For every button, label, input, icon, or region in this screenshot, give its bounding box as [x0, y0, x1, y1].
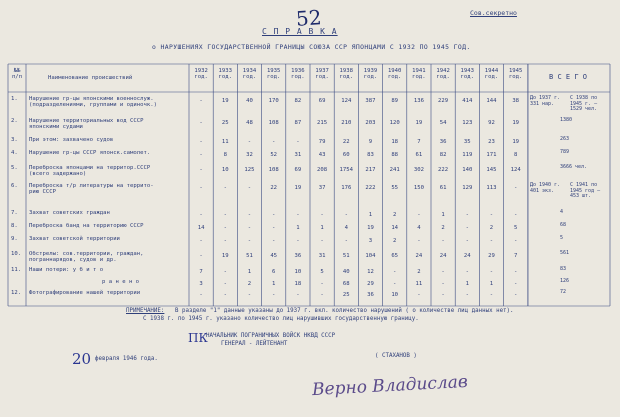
table-cell: 23: [488, 139, 495, 145]
header-name: Наименование происшествий: [48, 75, 133, 81]
table-cell: -: [199, 238, 203, 244]
table-cell: 45: [270, 253, 278, 259]
table-cell: -: [223, 238, 227, 244]
table-cell: 10: [391, 292, 399, 298]
table-cell: 2: [393, 238, 397, 244]
document-subtitle: о НАРУШЕНИЯХ ГОСУДАРСТВЕННОЙ ГРАНИЦЫ СОЮЗА ССР ЯПОНЦАМИ С 1932 ПО 1945 ГОД.: [152, 43, 471, 51]
header-total: В С Е Г О: [549, 73, 587, 81]
table-cell: -: [393, 269, 397, 275]
table-cell: 14: [197, 225, 205, 231]
table-cell: -: [223, 185, 227, 191]
year-header-13: 1945 год.: [508, 68, 523, 80]
table-cell: -: [320, 212, 324, 218]
row-label: (подразделениями, группами и одиночк.): [29, 102, 157, 108]
table-cell: 124: [341, 98, 352, 104]
row-number: 12.: [11, 290, 22, 296]
table-cell: 1: [247, 269, 252, 275]
year-header-11: 1943 год.: [460, 68, 475, 80]
row-number: 3.: [11, 137, 18, 143]
row-label: Захват советской территории: [29, 236, 120, 242]
table-cell: -: [514, 238, 518, 244]
table-cell: -: [465, 238, 469, 244]
date-text: февраля 1946 года.: [95, 356, 158, 362]
row-label: Переброска японцами на территор.СССР: [29, 165, 151, 171]
table-cell: -: [489, 238, 494, 244]
table-cell: 19: [294, 185, 302, 191]
table-cell: 22: [342, 139, 350, 145]
table-cell: -: [514, 185, 518, 191]
table-cell: 19: [415, 120, 423, 126]
row-label: При этом: захвачено судов: [29, 137, 114, 143]
table-cell: -: [393, 281, 397, 287]
table-cell: 36: [367, 292, 374, 298]
row-label: Наши потери: у б и т о: [29, 267, 104, 273]
table-cell: 108: [268, 120, 279, 126]
table-cell: 1: [320, 225, 324, 231]
table-cell: 52: [270, 152, 278, 158]
table-cell: -: [296, 292, 300, 298]
table-cell: -: [441, 238, 445, 244]
table-cell: -: [489, 292, 494, 298]
handwritten-page-number: 52: [295, 5, 323, 31]
table-cell: 3: [199, 281, 203, 287]
year-header-9: 1941 год.: [412, 68, 426, 80]
table-cell: 119: [462, 152, 473, 158]
document-title: С П Р А В К А: [262, 27, 338, 36]
table-cell: 2: [489, 225, 494, 231]
table-cell: 87: [294, 120, 302, 126]
table-cell: 11: [221, 139, 229, 145]
row-number: 11.: [11, 267, 22, 273]
table-cell: 2: [393, 212, 397, 218]
signatory-name: ( СТАХАНОВ ): [375, 353, 417, 359]
row-label: японскими судами: [29, 124, 83, 130]
table-cell: 414: [462, 98, 473, 104]
table-cell: 123: [462, 120, 473, 126]
table-cell: 2: [247, 281, 252, 287]
year-header-1: 1933 год.: [218, 68, 233, 80]
table-cell: 25: [221, 120, 229, 126]
table-cell: 6: [272, 269, 276, 275]
table-cell: 3: [368, 238, 373, 244]
total-cell: 126: [560, 278, 570, 284]
table-cell: 43: [318, 152, 326, 158]
table-cell: -: [199, 98, 203, 104]
total-cell: С 1938 по 1945 г. — 1529 чел.: [570, 95, 598, 112]
table-cell: 40: [342, 269, 350, 275]
table-cell: -: [344, 212, 348, 218]
table-cell: 37: [318, 185, 326, 191]
table-cell: 29: [488, 253, 495, 259]
table-cell: 144: [486, 98, 497, 104]
table-cell: -: [223, 225, 227, 231]
table-cell: 1: [441, 212, 445, 218]
table-cell: 10: [294, 269, 302, 275]
header-number: №№ п/п: [11, 68, 23, 80]
table-cell: 136: [413, 98, 424, 104]
table-cell: -: [247, 292, 252, 298]
row-label: Нарушение гр-цы японскими военнослуж.: [29, 96, 154, 102]
table-cell: 176: [341, 185, 352, 191]
table-cell: 19: [512, 139, 520, 145]
row-label: пограннарядов, судов и др.: [29, 257, 117, 263]
table-cell: 241: [389, 167, 400, 173]
table-cell: -: [320, 292, 324, 298]
table-cell: -: [247, 185, 252, 191]
table-cell: 40: [246, 98, 253, 104]
table-cell: 145: [486, 167, 497, 173]
table-cell: 12: [367, 269, 374, 275]
table-cell: 29: [367, 281, 374, 287]
table-cell: 61: [439, 185, 447, 191]
row-label: р а н е н о: [102, 279, 140, 285]
table-cell: -: [441, 281, 445, 287]
row-number: 10.: [11, 251, 22, 257]
table-cell: 104: [365, 253, 376, 259]
total-cell: 5: [560, 235, 564, 241]
row-number: 6.: [11, 183, 18, 189]
total-cell: 263: [560, 136, 570, 142]
table-cell: 208: [317, 167, 328, 173]
table-cell: 171: [486, 152, 497, 158]
table-cell: 302: [413, 167, 424, 173]
table-cell: -: [489, 269, 494, 275]
handwritten-signature: Верно Владислав: [311, 371, 469, 401]
table-cell: 210: [341, 120, 352, 126]
year-header-5: 1937 год.: [315, 68, 329, 80]
table-cell: 51: [246, 253, 253, 259]
table-cell: 18: [294, 281, 302, 287]
table-cell: -: [223, 281, 227, 287]
year-header-8: 1940 год.: [387, 68, 402, 80]
table-cell: 11: [415, 281, 423, 287]
year-header-7: 1939 год.: [363, 68, 378, 80]
table-cell: 22: [270, 185, 278, 191]
row-number: 2.: [11, 118, 18, 124]
table-cell: 24: [463, 253, 471, 259]
table-cell: 89: [391, 98, 399, 104]
table-cell: 31: [318, 253, 326, 259]
row-number: 7.: [11, 210, 18, 216]
table-cell: 5: [320, 269, 324, 275]
table-cell: -: [514, 212, 518, 218]
table-cell: -: [223, 269, 227, 275]
table-cell: -: [223, 212, 227, 218]
table-cell: -: [199, 185, 203, 191]
total-cell: 68: [560, 222, 567, 228]
table-cell: -: [441, 292, 445, 298]
table-cell: -: [272, 292, 276, 298]
table-cell: -: [296, 212, 300, 218]
table-cell: -: [199, 292, 203, 298]
table-cell: -: [247, 238, 252, 244]
table-cell: 1: [465, 281, 469, 287]
table-cell: 1: [272, 281, 276, 287]
table-cell: 88: [391, 152, 399, 158]
note-line-1: В разделе "1" данные указаны до 1937 г. вкл. количество нарушений ( о количестве лиц данных нет).: [175, 308, 514, 314]
signatory-title-2: ГЕНЕРАЛ - ЛЕЙТЕНАНТ: [221, 341, 288, 347]
table-cell: 124: [510, 167, 521, 173]
row-label: Фотографирование нашей территории: [29, 290, 141, 296]
table-cell: -: [465, 212, 469, 218]
table-cell: 5: [514, 225, 518, 231]
table-cell: 170: [268, 98, 279, 104]
table-cell: 125: [244, 167, 255, 173]
table-cell: -: [272, 225, 276, 231]
row-number: 9.: [11, 236, 18, 242]
table-cell: 61: [415, 152, 423, 158]
row-label: Переброска т/р литературы на террито-: [29, 183, 154, 189]
table-cell: -: [199, 152, 203, 158]
table-cell: 19: [512, 120, 520, 126]
table-cell: 14: [391, 225, 399, 231]
table-cell: 18: [391, 139, 399, 145]
total-cell: 4: [560, 209, 564, 215]
table-cell: -: [223, 292, 227, 298]
table-cell: 1: [368, 212, 373, 218]
table-cell: 38: [512, 98, 520, 104]
table-cell: -: [247, 139, 252, 145]
table-cell: 35: [463, 139, 471, 145]
table-cell: 140: [462, 167, 473, 173]
table-cell: 4: [344, 225, 348, 231]
table-cell: 79: [318, 139, 326, 145]
handwritten-date-day: 20: [72, 350, 92, 368]
table-cell: 229: [438, 98, 449, 104]
table-cell: -: [417, 212, 421, 218]
table-cell: -: [344, 238, 348, 244]
table-cell: 31: [294, 152, 302, 158]
table-cell: -: [465, 225, 469, 231]
secrecy-stamp: Сов.секретно: [470, 9, 517, 17]
table-cell: 129: [462, 185, 473, 191]
year-header-4: 1936 год.: [291, 68, 305, 80]
table-cell: -: [320, 281, 324, 287]
table-cell: 7: [199, 269, 203, 275]
total-cell: 3666 чел.: [560, 164, 588, 170]
note-line-2: С 1938 г. по 1945 г. указано количество лиц нарушивших государственную границу.: [143, 316, 419, 322]
row-number: 1.: [11, 96, 18, 102]
row-label: рию СССР: [29, 189, 56, 195]
total-cell: 72: [560, 289, 567, 295]
table-cell: 7: [417, 139, 421, 145]
table-cell: 8: [514, 152, 518, 158]
table-cell: -: [514, 269, 518, 275]
table-cell: -: [441, 269, 445, 275]
table-cell: -: [272, 212, 276, 218]
table-cell: 8: [223, 152, 227, 158]
row-number: 5.: [11, 165, 18, 171]
table-cell: 69: [294, 167, 302, 173]
total-cell: 789: [560, 149, 570, 155]
year-header-10: 1942 год.: [436, 68, 450, 80]
table-cell: 69: [318, 98, 326, 104]
total-cell: С 1941 по 1945 год — 453 шт.: [570, 182, 601, 199]
table-cell: -: [296, 139, 300, 145]
total-cell: 83: [560, 266, 567, 272]
row-label: (всего задержано): [29, 171, 87, 177]
table-cell: 2: [441, 225, 445, 231]
table-cell: -: [320, 238, 324, 244]
row-label: Нарушение территориальных вод СССР: [29, 118, 144, 124]
table-cell: -: [272, 139, 276, 145]
table-cell: 108: [268, 167, 279, 173]
table-cell: 92: [488, 120, 495, 126]
table-cell: 36: [294, 253, 302, 259]
row-label: Нарушение гр-цы СССР японск.самолет.: [29, 150, 151, 156]
table-cell: 387: [365, 98, 376, 104]
table-cell: 19: [221, 98, 229, 104]
signatory-title-1: НАЧАЛЬНИК ПОГРАНИЧНЫХ ВОЙСК НКВД СССР: [206, 333, 336, 339]
year-header-2: 1934 год.: [242, 68, 257, 80]
table-cell: 19: [221, 253, 229, 259]
table-cell: 55: [391, 185, 399, 191]
table-cell: 4: [417, 225, 421, 231]
table-cell: 120: [389, 120, 400, 126]
table-cell: 203: [365, 120, 376, 126]
table-cell: 25: [342, 292, 350, 298]
table-cell: 48: [246, 120, 253, 126]
table-cell: 2: [417, 269, 421, 275]
table-cell: 7: [514, 253, 518, 259]
table-cell: 215: [317, 120, 328, 126]
table-cell: 51: [342, 253, 350, 259]
total-cell: До 1940 г. 401 экз.: [530, 182, 561, 194]
year-header-0: 1932 год.: [194, 68, 208, 80]
table-cell: 54: [439, 120, 447, 126]
table-cell: -: [247, 225, 252, 231]
table-cell: 1: [489, 281, 494, 287]
total-cell: 1380: [560, 117, 573, 123]
table-cell: -: [199, 120, 203, 126]
row-label: Захват советских граждан: [29, 210, 110, 216]
row-number: 4.: [11, 150, 18, 156]
table-cell: 60: [342, 152, 350, 158]
table-cell: -: [296, 238, 300, 244]
table-cell: 82: [439, 152, 447, 158]
row-label: Обстрелы: сов.территории, граждан,: [29, 251, 144, 257]
table-cell: 113: [486, 185, 497, 191]
year-header-3: 1935 год.: [266, 68, 281, 80]
table-cell: -: [465, 292, 469, 298]
table-cell: 32: [246, 152, 253, 158]
table-cell: 24: [439, 253, 447, 259]
table-cell: -: [514, 281, 518, 287]
table-cell: -: [199, 139, 203, 145]
table-cell: 9: [368, 139, 373, 145]
table-cell: 83: [367, 152, 374, 158]
table-cell: -: [199, 253, 203, 259]
table-cell: 150: [413, 185, 424, 191]
table-cell: -: [489, 212, 494, 218]
note-label: ПРИМЕЧАНИЕ:: [126, 308, 165, 314]
table-cell: 65: [391, 253, 399, 259]
table-cell: 217: [365, 167, 376, 173]
table-cell: -: [247, 212, 252, 218]
table-cell: -: [199, 212, 203, 218]
table-cell: -: [199, 167, 203, 173]
table-cell: 1754: [339, 167, 354, 173]
year-header-12: 1944 год.: [484, 68, 499, 80]
table-cell: 36: [439, 139, 447, 145]
table-cell: -: [272, 238, 276, 244]
table-cell: -: [465, 269, 469, 275]
row-number: 8.: [11, 223, 18, 229]
table-cell: 19: [367, 225, 374, 231]
table-cell: -: [417, 238, 421, 244]
year-header-6: 1938 год.: [339, 68, 354, 80]
table-cell: 222: [365, 185, 376, 191]
table-cell: -: [417, 292, 421, 298]
row-label: Переброска банд на территорию СССР: [29, 223, 144, 229]
table-cell: 222: [438, 167, 449, 173]
table-cell: -: [514, 292, 518, 298]
table-cell: 82: [294, 98, 302, 104]
total-cell: До 1937 г. 331 нар.: [530, 95, 561, 107]
table-cell: 24: [415, 253, 423, 259]
table-cell: 1: [296, 225, 300, 231]
table-cell: 68: [342, 281, 350, 287]
total-cell: 561: [560, 250, 570, 256]
handwritten-initials: ПК: [188, 331, 208, 345]
table-cell: 10: [221, 167, 229, 173]
